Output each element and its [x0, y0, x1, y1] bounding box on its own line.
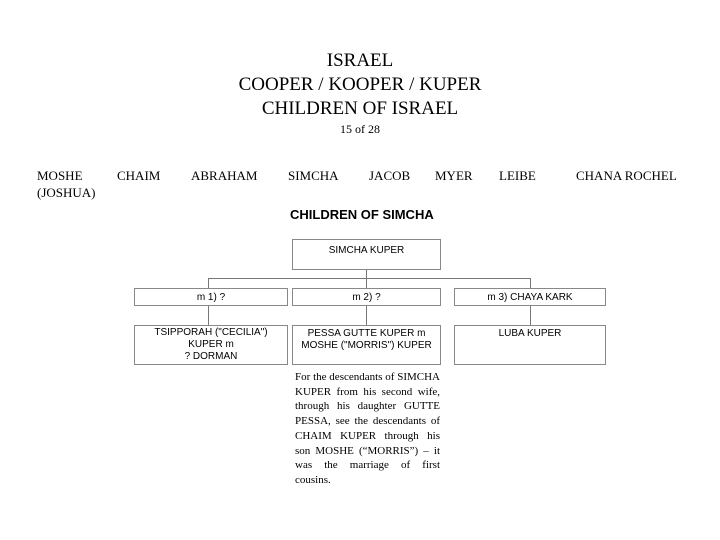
spouse-node-3 [454, 288, 606, 306]
node-label-line: ? DORMAN [184, 351, 238, 362]
connector-child-1 [208, 306, 209, 325]
node-label-line: PESSA GUTTE KUPER m [307, 328, 426, 339]
node-label-line: KUPER m [188, 339, 234, 350]
descendants-note: For the descendants of SIMCHA KUPER from his second wife, through his daughter GUTTE PESSA, see the descendants of CHAIM KUPER through his son MOSHE (“MORRIS”) – it was the marriage of first cousins. [295, 371, 440, 486]
connector-spouse-1 [208, 278, 209, 288]
title-line-3: CHILDREN OF ISRAEL [261, 98, 459, 119]
nav-item-chana-rochel[interactable]: CHANA ROCHEL [576, 168, 677, 183]
nav-item-jacob[interactable]: JACOB [369, 168, 411, 183]
connector-root-down [366, 270, 367, 278]
node-label: m 1) ? [196, 292, 226, 303]
node-label-line: LUBA KUPER [498, 328, 562, 339]
connector-spouse-3 [530, 278, 531, 288]
node-label-line: MOSHE ("MORRIS") KUPER [301, 340, 432, 351]
title-line-1: ISRAEL [326, 50, 394, 71]
node-label-line: TSIPPORAH ("CECILIA") [154, 327, 268, 338]
node-label: m 3) CHAYA KARK [487, 292, 573, 303]
connector-spouse-2 [366, 278, 367, 288]
page-number: 15 of 28 [340, 122, 380, 136]
node-label: m 2) ? [352, 292, 381, 303]
section-title: CHILDREN OF SIMCHA [290, 207, 434, 222]
nav-item-abraham[interactable]: ABRAHAM [191, 168, 258, 183]
nav-item-simcha[interactable]: SIMCHA [288, 168, 339, 183]
title-line-2: COOPER / KOOPER / KUPER [238, 74, 482, 95]
child-node-pessa-gutte [292, 325, 441, 365]
connector-horizontal [208, 278, 530, 279]
nav-item-leibe[interactable]: LEIBE [499, 168, 536, 183]
nav-item-moshe[interactable] [37, 167, 96, 201]
spouse-node-2 [292, 288, 441, 306]
connector-child-3 [530, 306, 531, 325]
connector-child-2 [366, 306, 367, 325]
nav-item-sublabel: (JOSHUA) [37, 185, 96, 200]
root-node-simcha-kuper [292, 239, 441, 270]
nav-item-label: MOSHE [37, 168, 83, 183]
spouse-node-1 [134, 288, 288, 306]
nav-item-chaim[interactable]: CHAIM [117, 168, 161, 183]
nav-item-myer[interactable]: MYER [435, 168, 473, 183]
child-node-tsipporah [134, 325, 288, 365]
node-label: SIMCHA KUPER [328, 245, 405, 256]
child-node-luba [454, 325, 606, 365]
